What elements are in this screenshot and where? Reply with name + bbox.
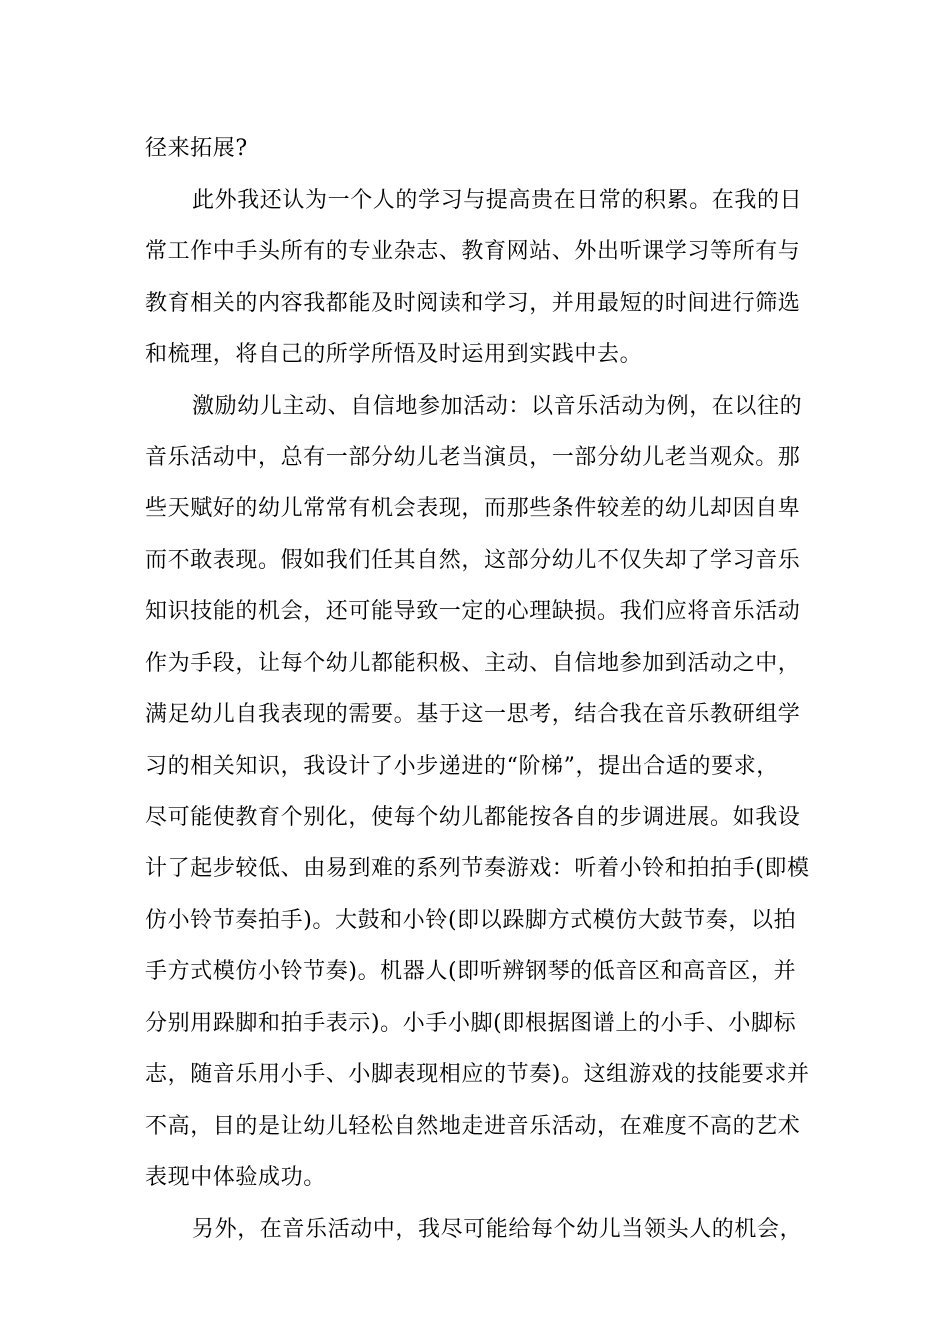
paragraph-3-line-1: 另外，在音乐活动中，我尽可能给每个幼儿当领头人的机会， (192, 1217, 803, 1242)
paragraph-1-line-1: 此外我还认为一个人的学习与提高贵在日常的积累。在我的日 (192, 188, 803, 213)
paragraph-2-line-9: 尽可能使教育个别化，使每个幼儿都能按各自的步调进展。如我设 (145, 805, 801, 830)
paragraph-2-line-6: 作为手段，让每个幼儿都能积极、主动、自信地参加到活动之中， (145, 651, 801, 676)
paragraph-2-line-12: 手方式模仿小铃节奏)。机器人(即听辨钢琴的低音区和高音区，并 (145, 959, 797, 984)
paragraph-2-line-8: 习的相关知识，我设计了小步递进的“阶梯”，提出合适的要求， (145, 754, 779, 779)
paragraph-2-line-4: 而不敢表现。假如我们任其自然，这部分幼儿不仅失却了学习音乐 (145, 548, 801, 573)
paragraph-2-line-13: 分别用跺脚和拍手表示)。小手小脚(即根据图谱上的小手、小脚标 (145, 1011, 797, 1036)
paragraph-2-line-10: 计了起步较低、由易到难的系列节奏游戏：听着小铃和拍拍手(即模 (145, 856, 810, 881)
paragraph-2-line-14: 志，随音乐用小手、小脚表现相应的节奏)。这组游戏的技能要求并 (145, 1062, 810, 1087)
paragraph-2-line-16: 表现中体验成功。 (145, 1165, 326, 1190)
paragraph-2-line-7: 满足幼儿自我表现的需要。基于这一思考，结合我在音乐教研组学 (145, 702, 801, 727)
paragraph-2-line-3: 些天赋好的幼儿常常有机会表现，而那些条件较差的幼儿却因自卑 (145, 496, 801, 521)
paragraph-2-line-15: 不高，目的是让幼儿轻松自然地走进音乐活动，在难度不高的艺术 (145, 1114, 801, 1139)
paragraph-1-line-2: 常工作中手头所有的专业杂志、教育网站、外出听课学习等所有与 (145, 239, 801, 264)
paragraph-2-line-1: 激励幼儿主动、自信地参加活动：以音乐活动为例，在以往的 (192, 394, 803, 419)
paragraph-2-line-5: 知识技能的机会，还可能导致一定的心理缺损。我们应将音乐活动 (145, 599, 801, 624)
paragraph-2-line-2: 音乐活动中，总有一部分幼儿老当演员，一部分幼儿老当观众。那 (145, 445, 801, 470)
paragraph-1-line-3: 教育相关的内容我都能及时阅读和学习，并用最短的时间进行筛选 (145, 291, 801, 316)
text-line-1: 径来拓展? (145, 136, 248, 161)
paragraph-1-line-4: 和梳理，将自己的所学所悟及时运用到实践中去。 (145, 342, 643, 367)
paragraph-2-line-11: 仿小铃节奏拍手)。大鼓和小铃(即以跺脚方式模仿大鼓节奏，以拍 (145, 908, 797, 933)
